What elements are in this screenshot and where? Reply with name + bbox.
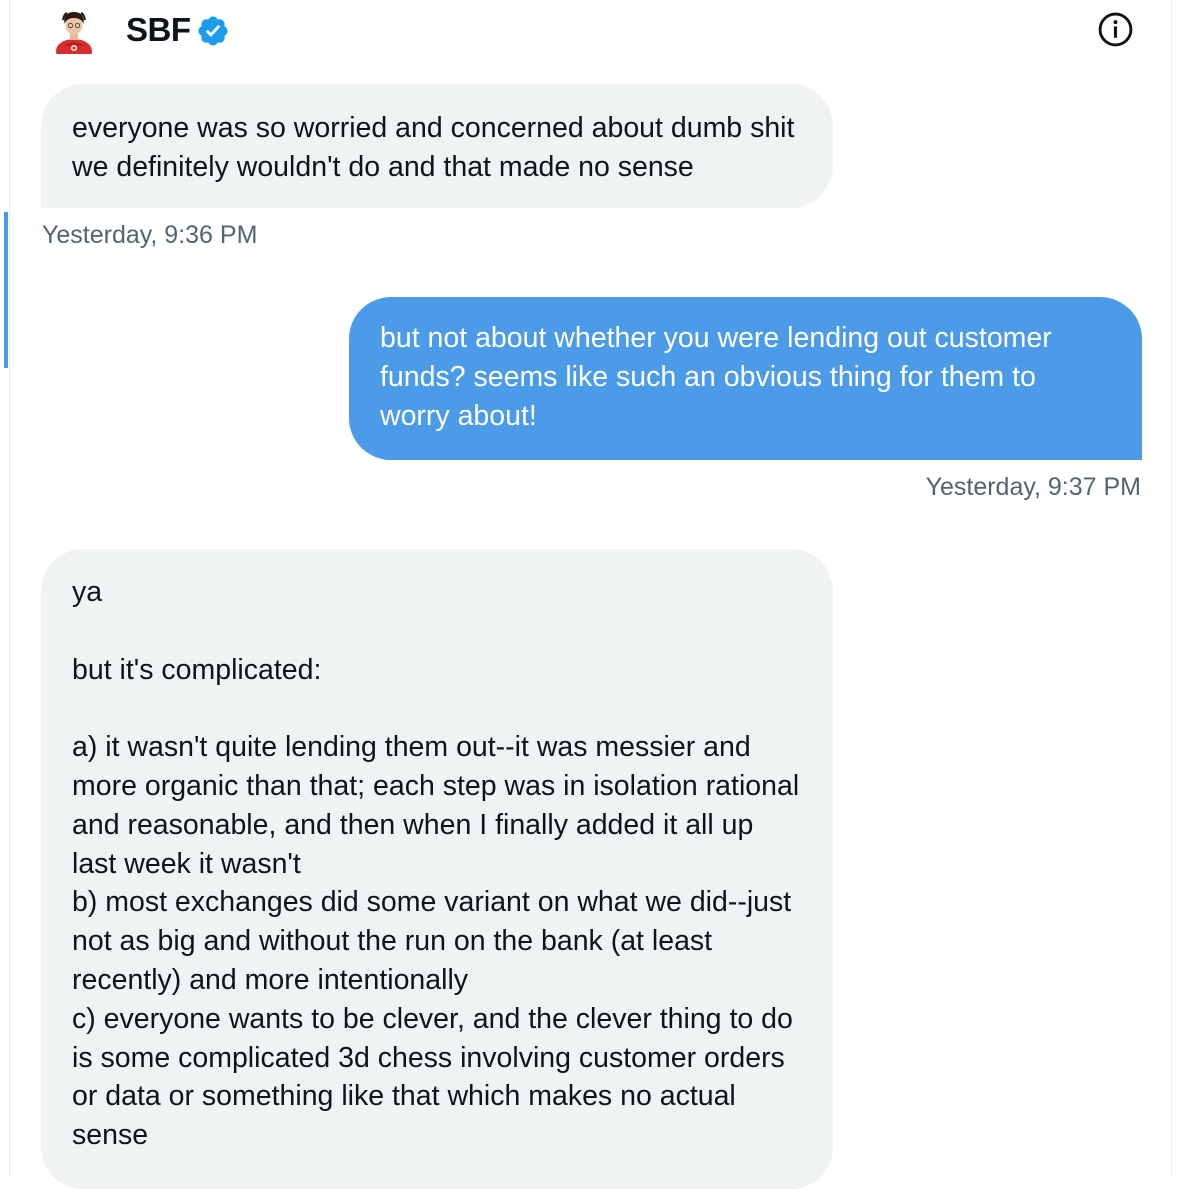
message-timestamp: Yesterday, 9:36 PM [42,221,258,249]
verified-badge-icon [196,14,230,48]
avatar[interactable] [50,6,98,54]
message-timestamp: Yesterday, 9:37 PM [925,473,1141,501]
message-bubble-incoming[interactable]: ya but it's complicated: a) it wasn't quite lending them out--it was messier and more organic than that; each step was in isolation rational and reasonable, and then when I finally added it all up last week it wasn't b) most exchanges did some variant on what we did--just not as big and without the run on the bank (at least recently) and more intentionally c) everyone wants to be clever, and the clever thing to do is some complicated 3d chess involving customer orders or data or something like that which makes no actual sense [41,549,833,1189]
conversation-header [0,0,1200,62]
contact-name[interactable]: SBF [126,11,191,48]
message-bubble-incoming[interactable]: everyone was so worried and concerned about dumb shit we definitely wouldn't do and that made no sense [41,84,833,208]
info-icon[interactable] [1097,11,1134,48]
focus-indicator [4,212,8,368]
message-bubble-outgoing[interactable]: but not about whether you were lending out customer funds? seems like such an obvious thing for them to worry about! [349,297,1142,460]
